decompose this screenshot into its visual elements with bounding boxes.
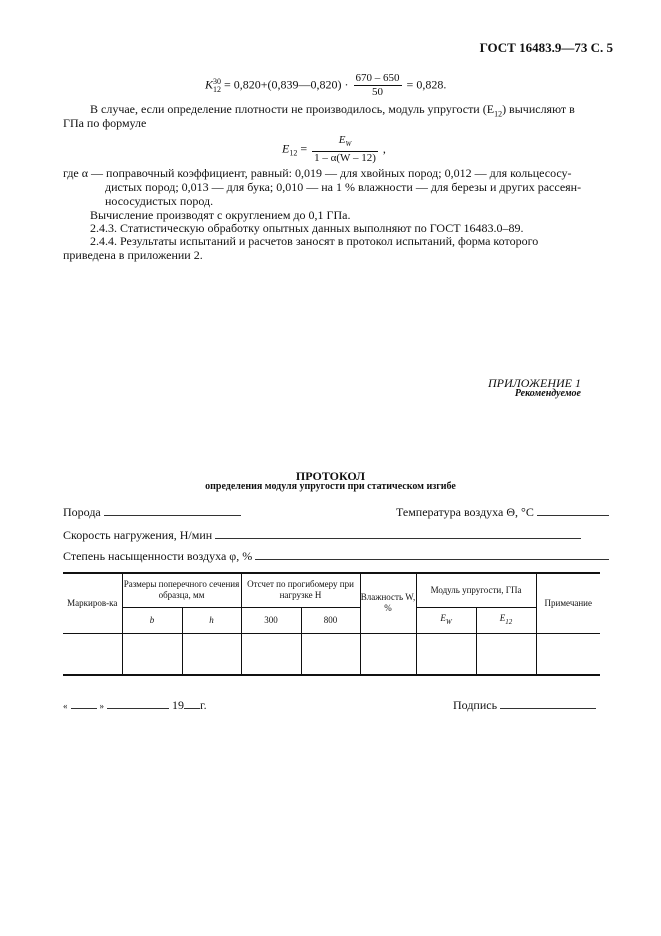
formula-k-fraction	[354, 72, 402, 99]
date-close-quote: »	[99, 701, 104, 711]
formula-k-sup: 30	[213, 76, 222, 86]
date-year-blank[interactable]	[184, 697, 200, 709]
th-h: h	[182, 607, 241, 633]
para-2-4-4-line2: приведена в приложении 2.	[63, 248, 203, 262]
date-day-blank[interactable]	[71, 697, 97, 709]
th-300: 300	[241, 607, 301, 633]
formula-k-sub: 12	[213, 84, 222, 94]
breed-label: Порода	[63, 505, 101, 519]
speed-label: Скорость нагружения, Н/мин	[63, 528, 213, 542]
table-row	[63, 633, 600, 675]
th-dimensions: Размеры поперечного сечения образца, мм	[122, 573, 241, 607]
date-open-quote: «	[63, 701, 68, 711]
temperature-field	[396, 504, 609, 519]
date-year-suffix: г.	[200, 698, 207, 712]
temperature-blank[interactable]	[537, 504, 609, 516]
formula-k-numerator: 670 – 650	[355, 72, 400, 84]
para-density-line1	[90, 102, 575, 121]
protocol-subtitle: определения модуля упругости при статическом изгибе	[205, 481, 456, 492]
th-note: Примечание	[536, 573, 600, 633]
breed-field	[63, 504, 241, 519]
temperature-label: Температура воздуха Θ, °С	[396, 505, 534, 519]
th-800: 800	[301, 607, 360, 633]
signature-field	[453, 697, 596, 712]
th-modulus: Модуль упругости, ГПа	[416, 573, 536, 607]
formula-k12: K 30 12 = 0,820+(0,839—0,820) · $\frac{670 - 650}{50}$ = 0,828.	[205, 72, 447, 98]
formula-e12-eq: =	[300, 141, 308, 156]
page-header: ГОСТ 16483.9—73 С. 5	[479, 40, 613, 55]
protocol-table	[63, 572, 600, 676]
para-2-4-4-line1: 2.4.4. Результаты испытаний и расчетов заносят в протокол испытаний, форма которого	[90, 234, 539, 248]
formula-e12-num-sub: W	[345, 140, 352, 149]
th-reading: Отсчет по прогибомеру при нагрузке Н	[241, 573, 360, 607]
formula-k-result: = 0,828.	[406, 77, 447, 92]
para-density-sub: 12	[494, 109, 503, 119]
where-line2: дистых пород; 0,013 — для бука; 0,010 — на 1 % влажности — для березы и других рассеян-	[105, 180, 582, 194]
formula-e12-fraction	[312, 134, 378, 165]
th-moisture: Влажность W, %	[360, 573, 416, 633]
formula-e12-lhs: E	[282, 141, 290, 156]
para-density-line2: ГПа по формуле	[63, 116, 147, 130]
para-density-end: ) вычисляют в	[502, 102, 575, 116]
date-field	[63, 697, 207, 713]
signature-blank[interactable]	[500, 697, 596, 709]
para-2-4-3: 2.4.3. Статистическую обработку опытных данных выполняют по ГОСТ 16483.0–89.	[90, 221, 524, 235]
formula-e12-lhs-sub: 12	[289, 148, 298, 158]
where-line3: нососудистых пород.	[105, 194, 214, 208]
saturation-blank[interactable]	[255, 548, 609, 560]
speed-field	[63, 527, 581, 542]
formula-k-middle: = 0,820+(0,839—0,820)	[224, 77, 342, 92]
appendix-title: ПРИЛОЖЕНИЕ 1	[488, 376, 581, 390]
th-marking: Маркиров-ка	[63, 573, 122, 633]
formula-e12-tail: ,	[382, 141, 386, 156]
table-header-row	[63, 573, 600, 607]
where-line1: где α — поправочный коэффициент, равный: 0,019 — для хвойных пород; 0,012 — для кольцесосу-	[63, 166, 572, 180]
para-density-text: В случае, если определение плотности не производилось, модуль упругости (E	[90, 102, 495, 116]
formula-e12-den: 1 – α(W – 12)	[314, 152, 376, 165]
th-b: b	[122, 607, 182, 633]
th-ew: $E_W$	[416, 607, 476, 633]
breed-blank[interactable]	[104, 504, 241, 516]
speed-blank[interactable]	[215, 527, 581, 539]
th-e12: $E_{12}$	[476, 607, 536, 633]
formula-k-symbol: K	[205, 77, 214, 92]
formula-e12-num: E	[338, 134, 346, 146]
table-subheader-row	[63, 607, 600, 633]
date-year-prefix: 19	[172, 698, 184, 712]
protocol-title: ПРОТОКОЛ	[295, 469, 366, 483]
saturation-field	[63, 548, 609, 563]
formula-k-denominator: 50	[372, 86, 384, 98]
signature-label: Подпись	[453, 698, 498, 712]
formula-e12	[282, 134, 386, 165]
appendix-subtitle: Рекомендуемое	[514, 388, 581, 399]
rounding-note: Вычисление производят с округлением до 0,1 ГПа.	[90, 208, 351, 222]
date-month-blank[interactable]	[107, 697, 169, 709]
saturation-label: Степень насыщенности воздуха φ, %	[63, 549, 253, 563]
